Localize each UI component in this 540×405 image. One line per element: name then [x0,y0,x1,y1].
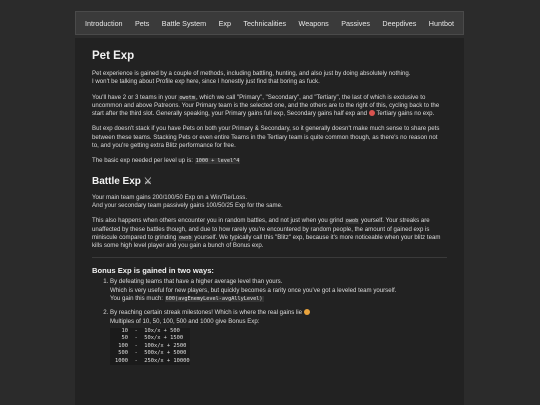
pet-exp-formula: The basic exp needed per level up is: 1000 + level^4 [92,157,240,165]
nav-huntbot[interactable]: Huntbot [428,18,454,28]
top-nav [75,11,464,35]
nav-technicalities[interactable]: Technicalities [243,18,287,28]
red-circle-emoji-icon [369,110,375,116]
nav-passives[interactable]: Passives [341,18,370,28]
list-item: 2. By reaching certain streak milestones! Which is where the real gains lie Multiples of 10, 50, 100, 500 and 1000 give Bonus Exp: 10 - 10x/x + 500 50 - 50x/x + 1500 100 - 100x/x + 2500 500 - 500x/x + 5000 1000 - 250x/x + 10000 [110,309,464,365]
divider [92,257,447,258]
owob-code: owob [179,234,192,241]
owob-code: owob [345,218,359,225]
pet-exp-intro: Pet experience is gained by a couple of methods, including battling, hunting, and also just by doing absolutely nothing. I won't be talking about Profile exp here, since I honestly just find that boring as fuck. [92,70,411,86]
nav-exp[interactable]: Exp [218,18,231,28]
nav-weapons[interactable]: Weapons [298,18,329,28]
flex-emoji-icon [304,309,310,315]
crossed-swords-icon: ⚔ [143,175,152,186]
nav-battle-system[interactable]: Battle System [161,18,207,28]
streak-bonus-table: 10 - 10x/x + 500 50 - 50x/x + 1500 100 - 100x/x + 2500 500 - 500x/x + 5000 1000 - 250x/x + 10000 [110,328,190,365]
bonus-exp-heading: Bonus Exp is gained in two ways: [92,266,214,276]
pet-exp-heading: Pet Exp [92,50,135,62]
level-formula-code: 1000 + level^4 [195,158,240,165]
nav-deepdives[interactable]: Deepdives [382,18,417,28]
bonus-formula-code: 600(avgEnemyLevel-avgAllyLevel) [165,296,263,303]
nav-pets[interactable]: Pets [134,18,150,28]
owotm-code: owotm [179,94,195,101]
bonus-exp-list [92,278,464,365]
battle-exp-gains: Your main team gains 200/100/50 Exp on a Win/Tie/Loss. And your secondary team passively gains 100/50/25 Exp for the same. [92,193,283,209]
main-content [75,38,464,405]
battle-exp-blitz: This also happens when others encounter you in random battles, and not just when you grind owob yourself. Your streaks are unaffected by these battles though, and due to how rarely you're encountered by random people, the amount of gained exp is miniscule compared to grinding owob yourself. We typically call this "Blitz" exp, because it's more noticeable when your blitz team kills some high level player and you gain a bunch of Bonus exp. [92,217,441,250]
nav-introduction[interactable]: Introduction [85,18,123,28]
list-item: 1. By defeating teams that have a higher average level than yours. Which is very useful for new players, but quickly becomes a rarity once you've got a leveled team yourself. You gain this much: 600(avgEnemyLevel-avgAllyLevel) [110,278,464,303]
pet-exp-teams: You'll have 2 or 3 teams in your owotm, which we call "Primary", "Secondary", and "Tertiary", the last of which is exclusive to uncommon and above Patreons. Your Primary team is the selected one, and the others are to the right of this, cycling back to the start after the third slot. Generally speaking, your Primary gains full exp, Secondary gains half exp and Tertiary gains no exp. [92,93,440,118]
battle-exp-heading: Battle Exp ⚔ [92,175,152,187]
pet-exp-stacking: But exp doesn't stack if you have Pets on both your Primary & Secondary, so it generally doesn't make much sense to share pets between these teams. Stacking Pets or even entire Teams in the Tertiary team is quite common though, as there's no reason not to, and you're getting extra Blitz performance for free. [92,125,440,150]
